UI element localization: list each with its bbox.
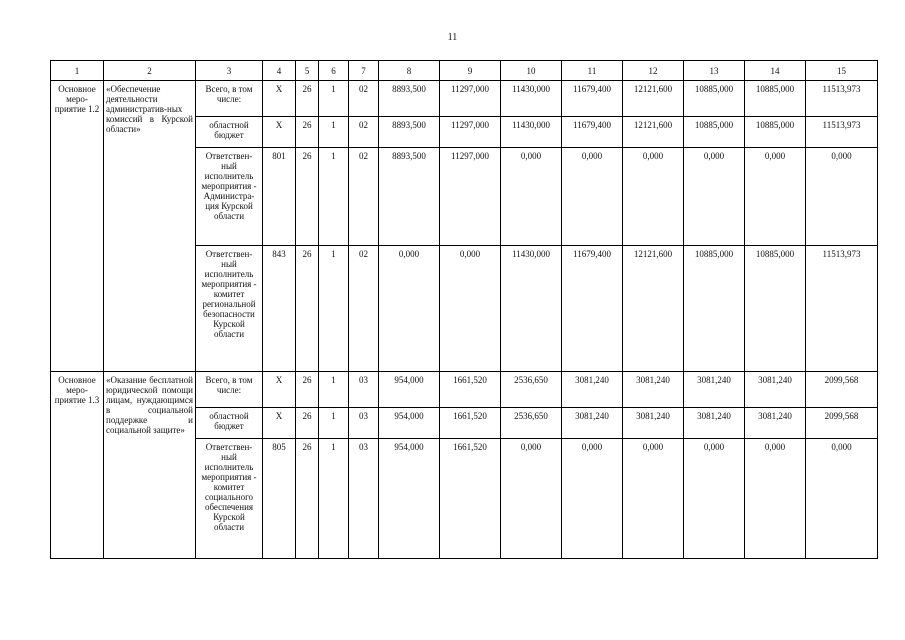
value-cell: 0,000 xyxy=(806,148,878,246)
value-cell: 11513,973 xyxy=(806,81,878,117)
value-cell: 0,000 xyxy=(501,439,562,559)
value-cell: 12121,600 xyxy=(623,246,684,372)
value-cell: 11430,000 xyxy=(501,246,562,372)
value-cell: 3081,240 xyxy=(745,408,806,439)
row-label-cell: областной бюджет xyxy=(196,408,263,439)
value-cell: 10885,000 xyxy=(745,117,806,148)
value-cell: 2536,650 xyxy=(501,408,562,439)
code-cell: 1 xyxy=(319,81,349,117)
value-cell: 11679,400 xyxy=(562,81,623,117)
code-cell: 805 xyxy=(263,439,296,559)
code-cell: 02 xyxy=(349,81,379,117)
header-cell: 3 xyxy=(196,61,263,81)
value-cell: 10885,000 xyxy=(745,81,806,117)
code-cell: 02 xyxy=(349,246,379,372)
code-cell: 03 xyxy=(349,439,379,559)
value-cell: 11297,000 xyxy=(440,148,501,246)
measure-cell: Основное меро-приятие 1.3 xyxy=(51,372,104,559)
value-cell: 3081,240 xyxy=(684,372,745,408)
header-cell: 7 xyxy=(349,61,379,81)
value-cell: 11430,000 xyxy=(501,117,562,148)
row-label-cell: Ответствен-ный исполнитель мероприятия - комитет социального обеспечения Курской области xyxy=(196,439,263,559)
code-cell: 03 xyxy=(349,408,379,439)
value-cell: 0,000 xyxy=(806,439,878,559)
value-cell: 2099,568 xyxy=(806,372,878,408)
code-cell: Х xyxy=(263,372,296,408)
value-cell: 0,000 xyxy=(379,246,440,372)
header-row xyxy=(51,61,878,81)
header-cell: 1 xyxy=(51,61,104,81)
value-cell: 954,000 xyxy=(379,372,440,408)
code-cell: 26 xyxy=(296,246,319,372)
value-cell: 10885,000 xyxy=(684,246,745,372)
value-cell: 0,000 xyxy=(684,439,745,559)
value-cell: 11297,000 xyxy=(440,117,501,148)
value-cell: 0,000 xyxy=(501,148,562,246)
value-cell: 10885,000 xyxy=(684,81,745,117)
measure-cell: Основное меро-приятие 1.2 xyxy=(51,81,104,372)
value-cell: 11679,400 xyxy=(562,117,623,148)
header-cell: 15 xyxy=(806,61,878,81)
row-label-cell: областной бюджет xyxy=(196,117,263,148)
header-cell: 6 xyxy=(319,61,349,81)
value-cell: 3081,240 xyxy=(623,408,684,439)
value-cell: 11679,400 xyxy=(562,246,623,372)
header-cell: 12 xyxy=(623,61,684,81)
value-cell: 0,000 xyxy=(684,148,745,246)
code-cell: 26 xyxy=(296,408,319,439)
value-cell: 3081,240 xyxy=(684,408,745,439)
header-cell: 2 xyxy=(104,61,196,81)
value-cell: 3081,240 xyxy=(745,372,806,408)
value-cell: 3081,240 xyxy=(562,408,623,439)
code-cell: 26 xyxy=(296,81,319,117)
value-cell: 0,000 xyxy=(562,148,623,246)
code-cell: 1 xyxy=(319,408,349,439)
value-cell: 11430,000 xyxy=(501,81,562,117)
value-cell: 8893,500 xyxy=(379,148,440,246)
code-cell: 02 xyxy=(349,117,379,148)
value-cell: 11513,973 xyxy=(806,117,878,148)
row-label-cell: Ответствен-ный исполнитель мероприятия - комитет региональной безопасности Курской области xyxy=(196,246,263,372)
code-cell: 26 xyxy=(296,117,319,148)
value-cell: 2536,650 xyxy=(501,372,562,408)
table-row xyxy=(51,372,878,408)
table-row xyxy=(51,81,878,117)
header-cell: 11 xyxy=(562,61,623,81)
code-cell: Х xyxy=(263,81,296,117)
value-cell: 10885,000 xyxy=(745,246,806,372)
value-cell: 954,000 xyxy=(379,439,440,559)
value-cell: 1661,520 xyxy=(440,439,501,559)
value-cell: 954,000 xyxy=(379,408,440,439)
value-cell: 0,000 xyxy=(623,439,684,559)
row-label-cell: Всего, в том числе: xyxy=(196,372,263,408)
value-cell: 8893,500 xyxy=(379,117,440,148)
code-cell: 1 xyxy=(319,148,349,246)
value-cell: 2099,568 xyxy=(806,408,878,439)
row-label-cell: Всего, в том числе: xyxy=(196,81,263,117)
header-cell: 4 xyxy=(263,61,296,81)
description-cell: «Обеспечение деятельности административ-ных комиссий в Курской области» xyxy=(104,81,196,372)
header-cell: 9 xyxy=(440,61,501,81)
value-cell: 0,000 xyxy=(562,439,623,559)
code-cell: 843 xyxy=(263,246,296,372)
code-cell: 1 xyxy=(319,372,349,408)
value-cell: 3081,240 xyxy=(562,372,623,408)
value-cell: 1661,520 xyxy=(440,372,501,408)
value-cell: 3081,240 xyxy=(623,372,684,408)
code-cell: 1 xyxy=(319,246,349,372)
value-cell: 12121,600 xyxy=(623,81,684,117)
code-cell: 26 xyxy=(296,439,319,559)
code-cell: Х xyxy=(263,117,296,148)
value-cell: 11297,000 xyxy=(440,81,501,117)
code-cell: 801 xyxy=(263,148,296,246)
value-cell: 0,000 xyxy=(623,148,684,246)
value-cell: 11513,973 xyxy=(806,246,878,372)
code-cell: 03 xyxy=(349,372,379,408)
value-cell: 0,000 xyxy=(745,148,806,246)
code-cell: 1 xyxy=(319,117,349,148)
header-cell: 8 xyxy=(379,61,440,81)
description-cell: «Оказание бесплатной юридической помощи лицам, нуждающимся в социальной поддержке и социальной защите» xyxy=(104,372,196,559)
value-cell: 0,000 xyxy=(440,246,501,372)
code-cell: 26 xyxy=(296,148,319,246)
header-cell: 14 xyxy=(745,61,806,81)
code-cell: 1 xyxy=(319,439,349,559)
page-number: 11 xyxy=(447,32,458,43)
code-cell: 26 xyxy=(296,372,319,408)
header-cell: 13 xyxy=(684,61,745,81)
code-cell: Х xyxy=(263,408,296,439)
value-cell: 0,000 xyxy=(745,439,806,559)
header-cell: 5 xyxy=(296,61,319,81)
value-cell: 8893,500 xyxy=(379,81,440,117)
value-cell: 1661,520 xyxy=(440,408,501,439)
code-cell: 02 xyxy=(349,148,379,246)
value-cell: 10885,000 xyxy=(684,117,745,148)
budget-table xyxy=(50,60,878,559)
header-cell: 10 xyxy=(501,61,562,81)
value-cell: 12121,600 xyxy=(623,117,684,148)
row-label-cell: Ответствен-ный исполнитель мероприятия - Администра-ция Курской области xyxy=(196,148,263,246)
